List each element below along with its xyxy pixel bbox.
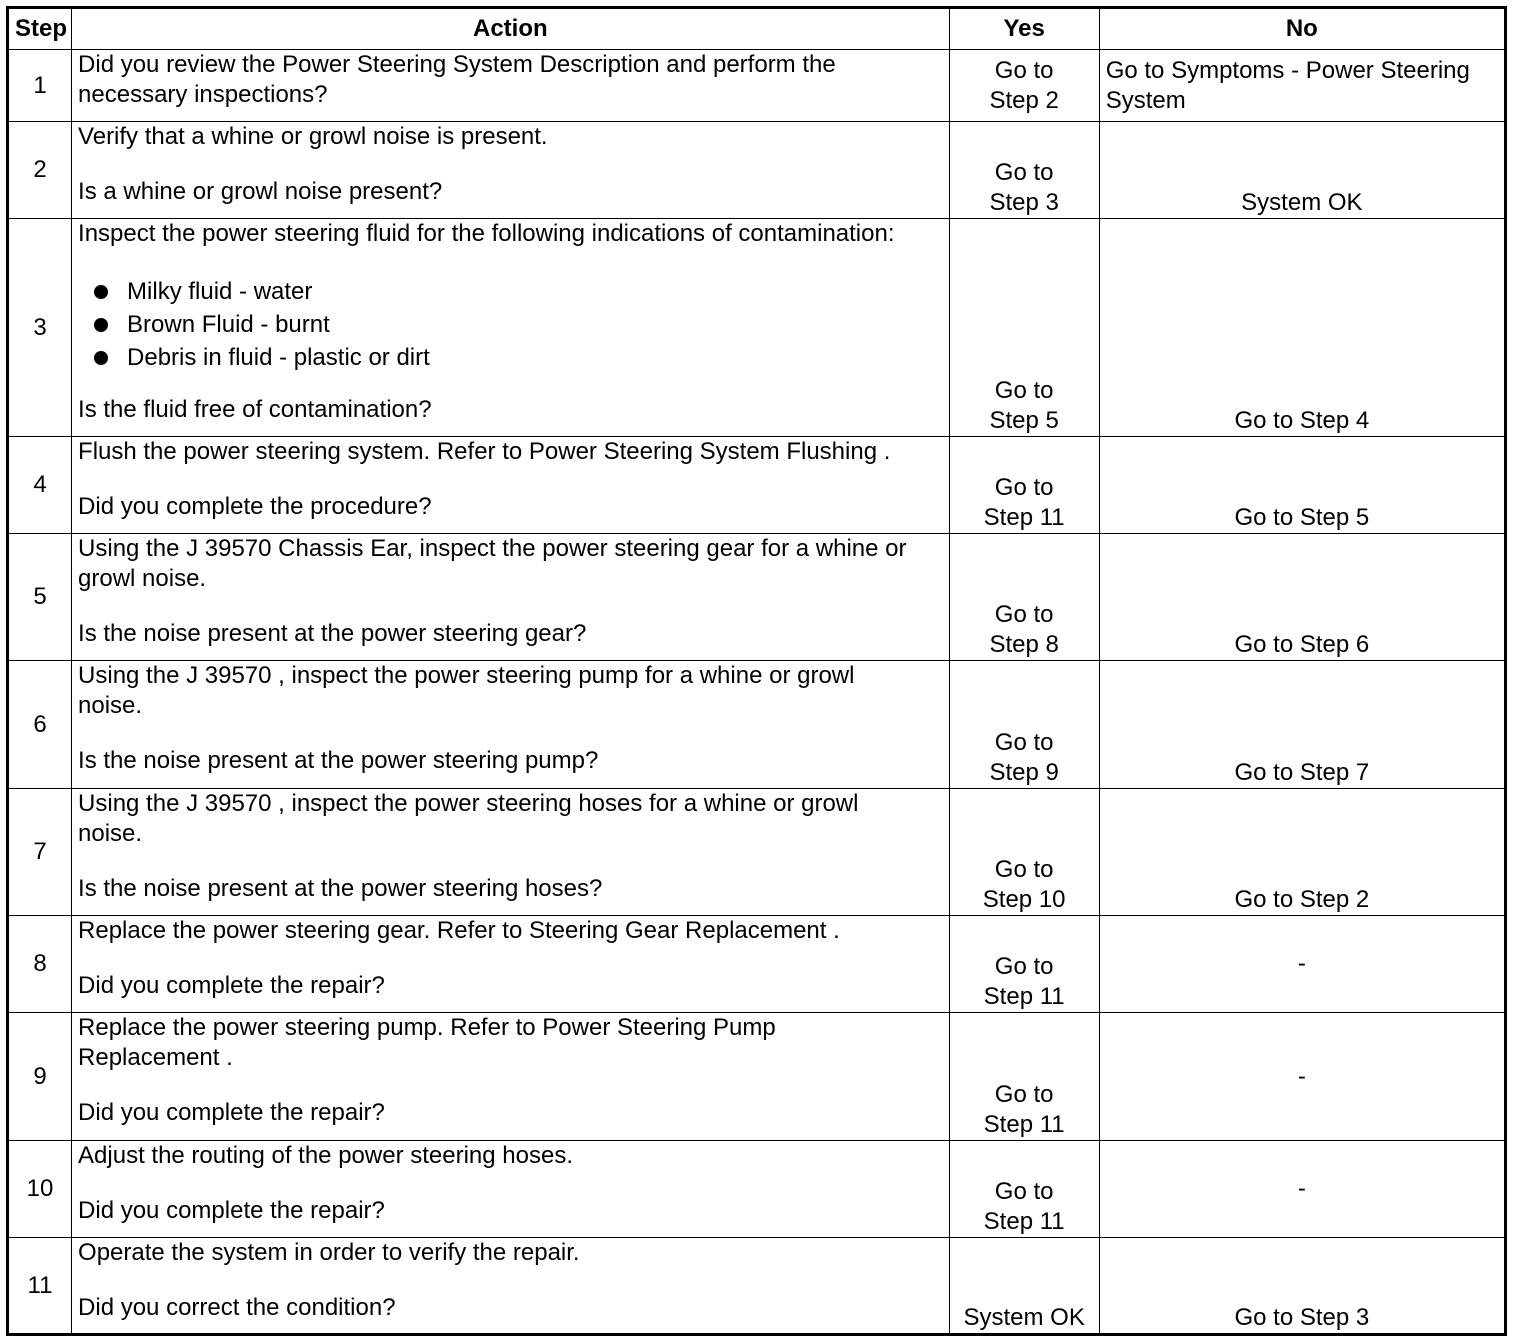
step-number: 10 [8,1141,72,1238]
action-question: Did you complete the repair? [78,972,385,999]
yes-line: System OK [963,1304,1085,1331]
yes-line: Go to [994,1178,1054,1205]
step-number: 3 [8,219,72,437]
action-text: Using the J 39570 , inspect the power steering hoses for a whine or growl noise. [78,790,859,847]
yes-cell [949,1141,1099,1238]
yes-line: Go to [994,856,1054,883]
yes-line: Step 10 [982,886,1066,913]
action-question: Did you complete the procedure? [78,493,432,520]
yes-line: Go to [994,729,1054,756]
bullet-dot-icon [94,285,108,299]
yes-cell [949,661,1099,789]
bullet-item [94,341,943,374]
action-cell [72,1013,950,1141]
action-text: Adjust the routing of the power steering hoses. [78,1142,573,1169]
table-row [8,1238,1506,1335]
yes-line: Go to [994,159,1054,186]
action-cell [72,661,950,789]
table-row [8,1013,1506,1141]
no-cell: - [1099,916,1505,1013]
yes-line: Go to [994,377,1054,404]
table-row [8,916,1506,1013]
no-cell: - [1099,1141,1505,1238]
action-cell [72,219,950,437]
action-question: Is the fluid free of contamination? [78,396,432,423]
yes-cell [949,219,1099,437]
step-number: 5 [8,534,72,661]
action-question: Did you complete the repair? [78,1197,385,1224]
action-text: Replace the power steering gear. Refer to Steering Gear Replacement . [78,917,840,944]
action-question: Did you correct the condition? [78,1294,396,1321]
bullet-item [94,308,943,341]
header-no: No [1099,8,1505,50]
no-cell: Go to Step 5 [1099,437,1505,534]
action-text: Replace the power steering pump. Refer to Power Steering Pump Replacement . [78,1014,776,1071]
yes-line: Step 2 [989,87,1059,114]
yes-cell [949,50,1099,122]
action-text: Using the J 39570 Chassis Ear, inspect the power steering gear for a whine or growl noise. [78,535,907,592]
action-question: Is the noise present at the power steering hoses? [78,875,603,902]
yes-cell [949,1238,1099,1335]
diagnostic-table [6,6,1507,1336]
bullet-text: Brown Fluid - burnt [127,311,330,338]
yes-line: Go to [994,601,1054,628]
yes-line: Step 11 [983,1208,1065,1235]
step-number: 2 [8,122,72,219]
yes-line: Step 9 [989,759,1059,786]
yes-line: Step 11 [983,1111,1065,1138]
step-number: 6 [8,661,72,789]
action-question: Is a whine or growl noise present? [78,178,443,205]
header-row [8,8,1506,50]
header-step: Step [8,8,72,50]
yes-line: Step 11 [983,983,1065,1010]
yes-line: Step 11 [983,504,1065,531]
action-text: Inspect the power steering fluid for the following indications of contamination: [78,220,895,247]
action-cell [72,50,950,122]
no-cell: Go to Step 4 [1099,219,1505,437]
step-number: 7 [8,789,72,916]
action-cell [72,122,950,219]
action-question: Did you complete the repair? [78,1099,385,1126]
step-number: 11 [8,1238,72,1335]
yes-cell [949,122,1099,219]
yes-cell [949,789,1099,916]
no-cell: Go to Step 7 [1099,661,1505,789]
bullet-item [94,275,943,308]
yes-line: Go to [994,57,1054,84]
step-number: 1 [8,50,72,122]
yes-line: Go to [994,953,1054,980]
action-text: Operate the system in order to verify the repair. [78,1239,580,1266]
header-yes: Yes [949,8,1099,50]
table-row [8,661,1506,789]
bullet-list [78,275,943,374]
action-question: Is the noise present at the power steering pump? [78,747,599,774]
no-cell: Go to Step 6 [1099,534,1505,661]
table-row [8,219,1506,437]
bullet-dot-icon [94,351,108,365]
action-question: Is the noise present at the power steering gear? [78,620,587,647]
action-text: Flush the power steering system. Refer to Power Steering System Flushing . [78,438,891,465]
table-row [8,437,1506,534]
action-text: Did you review the Power Steering System Description and perform the necessary inspections? [78,51,836,108]
table-row [8,50,1506,122]
action-text: Verify that a whine or growl noise is present. [78,123,548,150]
bullet-dot-icon [94,318,108,332]
action-text: Using the J 39570 , inspect the power steering pump for a whine or growl noise. [78,662,855,719]
table-row [8,122,1506,219]
no-cell: System OK [1099,122,1505,219]
action-cell [72,437,950,534]
yes-cell [949,437,1099,534]
bullet-text: Milky fluid - water [127,278,313,305]
yes-line: Step 3 [989,189,1059,216]
yes-cell [949,534,1099,661]
table-row [8,534,1506,661]
yes-line: Step 8 [989,631,1059,658]
action-cell [72,1141,950,1238]
yes-cell [949,916,1099,1013]
no-cell: Go to Step 2 [1099,789,1505,916]
step-number: 4 [8,437,72,534]
yes-cell [949,1013,1099,1141]
action-cell [72,534,950,661]
yes-line: Step 5 [989,407,1059,434]
header-action: Action [72,8,950,50]
bullet-text: Debris in fluid - plastic or dirt [127,344,430,371]
action-cell [72,916,950,1013]
action-cell [72,789,950,916]
no-cell: Go to Step 3 [1099,1238,1505,1335]
yes-line: Go to [994,1081,1054,1108]
table-row [8,789,1506,916]
step-number: 8 [8,916,72,1013]
action-cell [72,1238,950,1335]
step-number: 9 [8,1013,72,1141]
no-cell: - [1099,1013,1505,1141]
no-cell: Go to Symptoms - Power Steering System [1099,50,1505,122]
table-row [8,1141,1506,1238]
yes-line: Go to [994,474,1054,501]
